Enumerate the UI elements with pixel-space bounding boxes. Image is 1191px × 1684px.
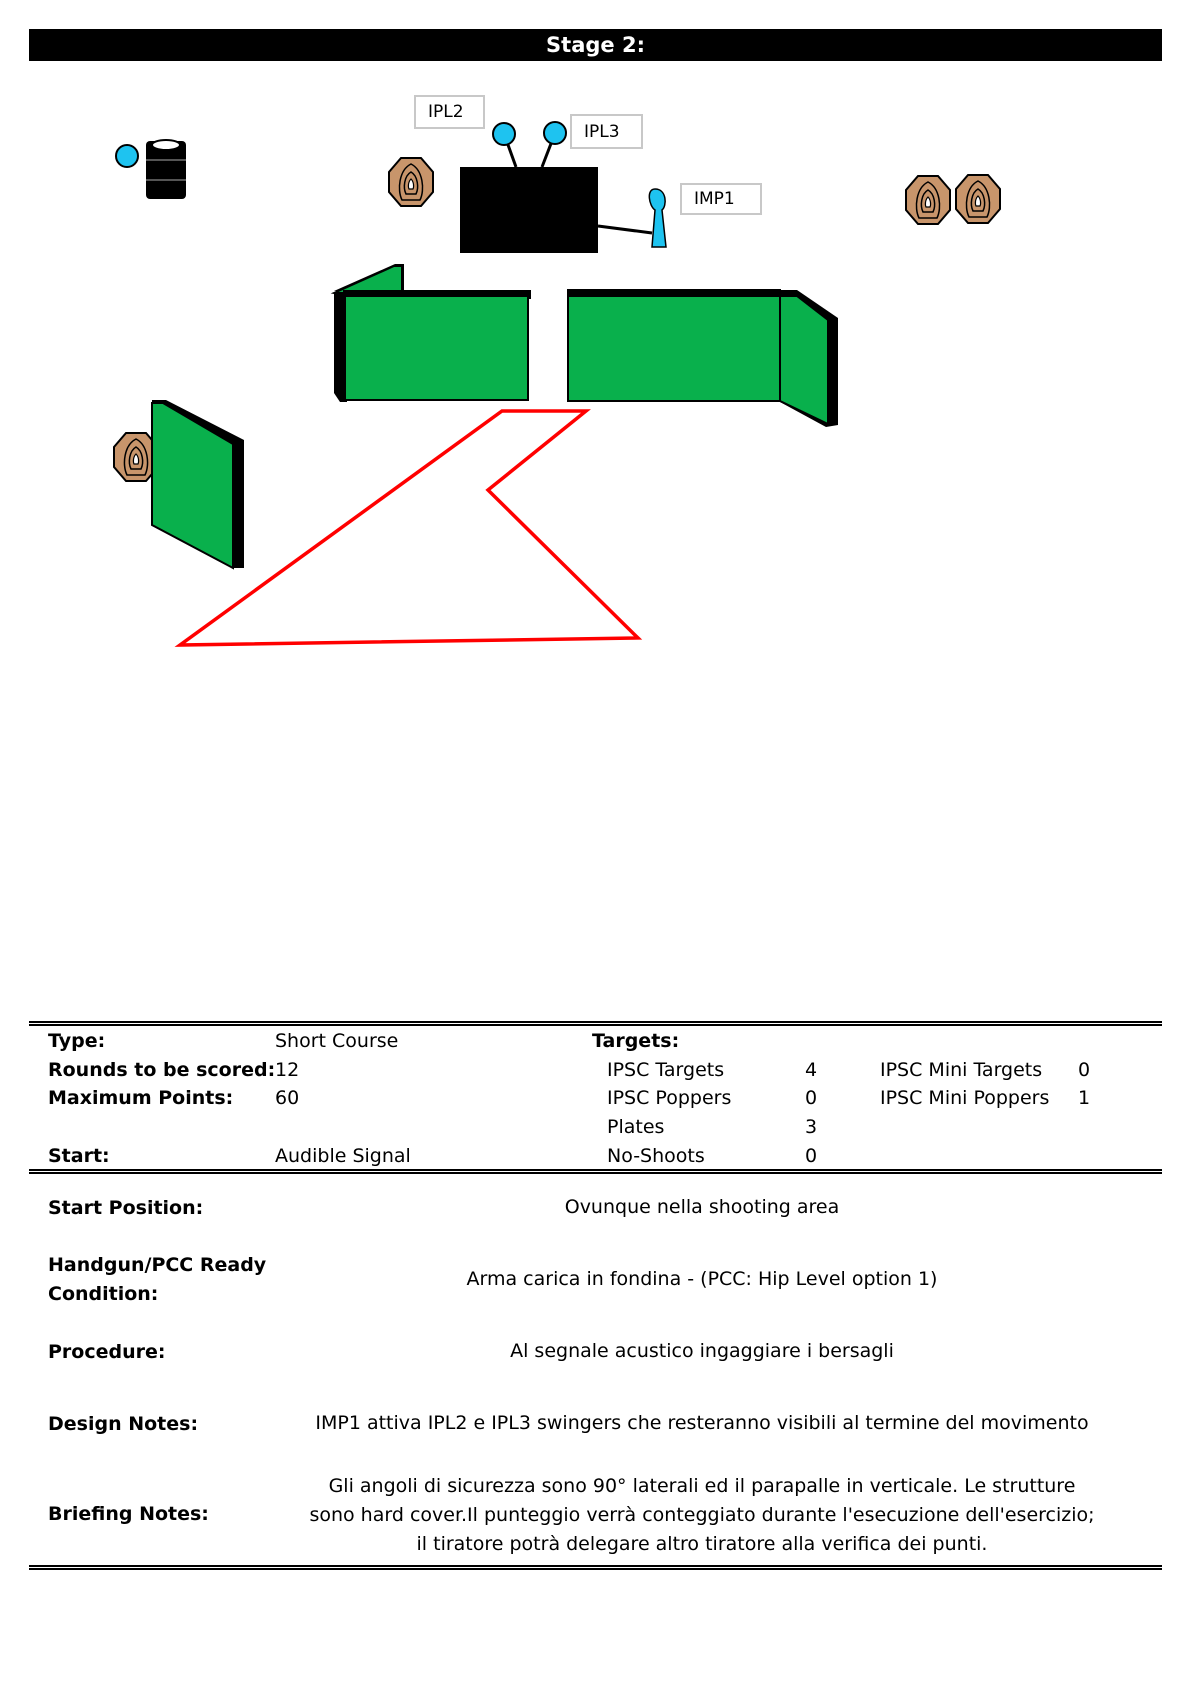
start-label: Start: — [48, 1145, 110, 1167]
briefing-notes-label: Briefing Notes: — [48, 1503, 209, 1525]
type-value: Short Course — [275, 1030, 399, 1052]
plates-label: Plates — [607, 1116, 665, 1138]
ipsc-poppers-value: 0 — [805, 1087, 818, 1109]
procedure-value: Al segnale acustico ingaggiare i bersagli — [510, 1340, 894, 1362]
rounds-label: Rounds to be scored: — [48, 1059, 276, 1081]
plates-value: 3 — [805, 1116, 818, 1138]
label-imp1: IMP1 — [680, 183, 762, 215]
mini-poppers-value: 1 — [1078, 1087, 1091, 1109]
start-position-label: Start Position: — [48, 1197, 204, 1219]
points-label: Maximum Points: — [48, 1087, 234, 1109]
start-value: Audible Signal — [275, 1145, 411, 1167]
ipsc-target-3 — [956, 175, 1000, 223]
plate-ipl3 — [544, 122, 566, 144]
design-notes-value: IMP1 attiva IPL2 e IPL3 swingers che resteranno visibili al termine del movimento — [315, 1412, 1089, 1434]
type-label: Type: — [48, 1030, 106, 1052]
wall-left — [334, 264, 531, 402]
divider-bottom — [29, 1565, 1162, 1570]
wall-right — [567, 289, 838, 427]
briefing-notes-value: Gli angoli di sicurezza sono 90° laterali ed il parapalle in verticale. Le strutture sono hard cover.Il punteggio verrà conteggiato durante l'esecuzione dell'esercizio; il tiratore potrà delegare altro tiratore alla verifica dei punti. — [309, 1475, 1095, 1555]
wall-lower — [152, 400, 244, 568]
ready-value: Arma carica in fondina - (PCC: Hip Level option 1) — [466, 1268, 938, 1290]
procedure-label: Procedure: — [48, 1341, 166, 1363]
label-ipl2: IPL2 — [414, 95, 485, 129]
divider-top — [29, 1021, 1162, 1026]
mini-targets-label: IPSC Mini Targets — [880, 1059, 1043, 1081]
rounds-value: 12 — [275, 1059, 300, 1081]
barrel-icon — [146, 140, 186, 199]
noshoots-value: 0 — [805, 1145, 818, 1167]
noshoots-label: No-Shoots — [607, 1145, 705, 1167]
ipsc-target-1 — [389, 158, 433, 206]
mini-poppers-label: IPSC Mini Poppers — [880, 1087, 1050, 1109]
design-notes-label: Design Notes: — [48, 1413, 199, 1435]
swinger-box — [460, 167, 598, 253]
start-position-value: Ovunque nella shooting area — [564, 1196, 840, 1218]
mini-popper-imp1 — [649, 189, 666, 247]
targets-label: Targets: — [592, 1030, 680, 1052]
plate-target-1 — [116, 145, 138, 167]
ipsc-targets-value: 4 — [805, 1059, 818, 1081]
label-ipl3: IPL3 — [570, 114, 643, 149]
divider-middle — [29, 1169, 1162, 1174]
stage-title: Stage 2: — [546, 33, 645, 57]
ready-label-line2: Condition: — [48, 1283, 159, 1305]
ipsc-targets-label: IPSC Targets — [607, 1059, 725, 1081]
ready-label-line1: Handgun/PCC Ready — [48, 1254, 267, 1276]
mini-targets-value: 0 — [1078, 1059, 1091, 1081]
plate-ipl2 — [493, 123, 515, 145]
ipsc-poppers-label: IPSC Poppers — [607, 1087, 732, 1109]
ipsc-target-2 — [906, 176, 950, 224]
shooting-area-fault-line — [180, 411, 638, 645]
points-value: 60 — [275, 1087, 300, 1109]
